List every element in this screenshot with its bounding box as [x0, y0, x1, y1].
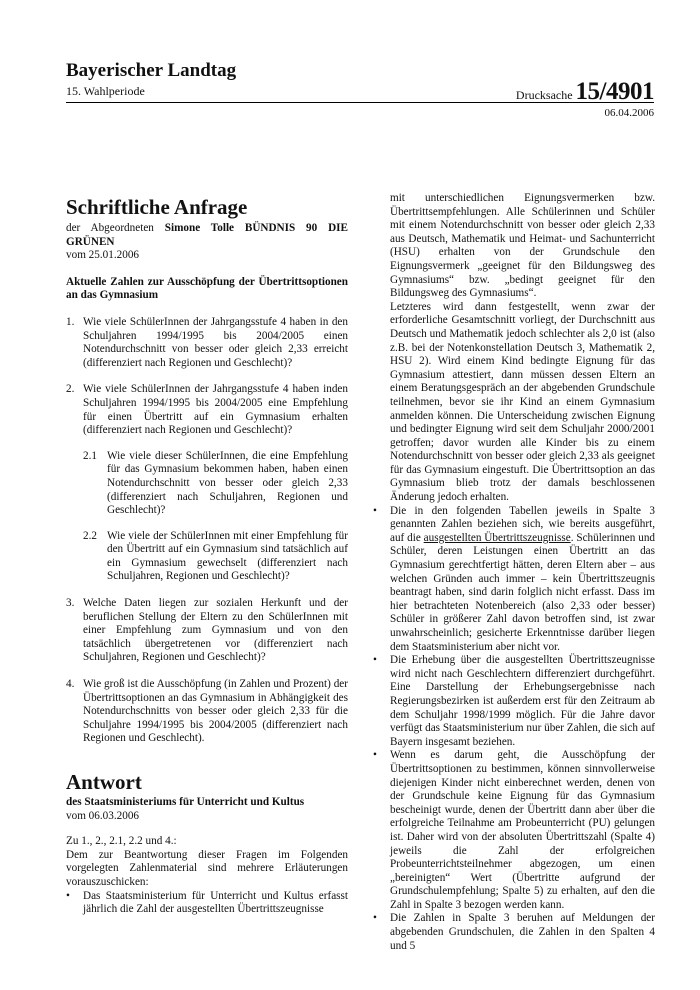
drucksache-number: 15/4901	[575, 78, 654, 105]
bullet-icon: •	[373, 654, 377, 667]
anfrage-subject: Aktuelle Zahlen zur Ausschöpfung der Übertrittsoptionen an das Gymnasium	[66, 275, 348, 302]
bullet-item	[373, 912, 655, 953]
bullet-item	[373, 749, 655, 912]
antwort-from: des Staatsministeriums für Unterricht und Kultus	[66, 796, 305, 808]
antwort-date: vom 06.03.2006	[66, 809, 140, 822]
bullet-item	[373, 505, 655, 655]
document-header	[66, 60, 654, 105]
subquestion-item	[66, 530, 348, 584]
right-column	[373, 192, 655, 953]
bullet-continuation	[373, 192, 655, 301]
question-number: 4.	[66, 678, 75, 691]
legislative-period: 15. Wahlperiode	[66, 84, 145, 98]
bullet-icon: •	[66, 889, 70, 902]
bullet-text: Die Zahlen in Spalte 3 beruhen auf Meldungen der abgebenden Grundschulen, die Zahlen in den Spalten 4 und 5	[390, 912, 655, 952]
question-text: Wie viele SchülerInnen der Jahrgangsstufe 4 haben in den Schuljahren 1994/1995 bis 2004/2005 einen Notendurchschnitt von besser oder gleich 2,33 erreicht (differenziert nach Regionen und Geschlecht)?	[83, 315, 348, 369]
anfrage-author	[66, 222, 348, 249]
drucksache-label: Drucksache	[515, 88, 573, 102]
question-number: 1.	[66, 315, 75, 328]
question-item	[66, 678, 348, 746]
bullet-text: Das Staatsministerium für Unterricht und Kultus erfasst jährlich die Zahl der ausgestellten Übertrittszeugnisse	[83, 889, 348, 916]
bullet-icon: •	[373, 504, 377, 517]
bullet-text-part: Die in den folgenden Tabellen jeweils in Spalte 3 genannten Zahlen beziehen sich, wie bereits ausgeführt, auf die	[390, 504, 655, 544]
bullet-text: Wenn es darum geht, die Ausschöpfung der Übertrittsoptionen zu bestimmen, können sinnvollerweise diejenigen Kinder nicht einberechnet werden, denen von der Grundschule keine Eignung für das Gymnasium bescheinigt wurde, denen der Übertritt dann aber über die erfolgreiche Teilnahme am Probeunterricht (PU) gelungen ist. Daher wird von der absoluten Übertrittszahl (Spalte 4) jeweils die Zahl der erfolgreichen Probeunterrichtsteilnehmer abgezogen, um einen „bereinigten“ Wert (Übertritte aufgrund der Grundschulempfehlung; Spalte 5) zu erhalten, auf den die Zahl in Spalte 3 bezogen werden kann.	[390, 749, 655, 911]
question-item	[66, 316, 348, 370]
author-name: Simone Tolle BÜNDNIS 90 DIE GRÜNEN	[66, 222, 348, 248]
answer-reference: Zu 1., 2., 2.1, 2.2 und 4.:	[66, 835, 177, 848]
question-item	[66, 383, 348, 437]
question-item	[66, 597, 348, 665]
bullet-continuation	[373, 301, 655, 505]
question-text: Wie viele SchülerInnen der Jahrgangsstufe 4 haben inden Schuljahren 1994/1995 bis 2004/2005 eine Empfehlung für einen Übertritt auf ein Gymnasium erhalten (differenziert nach Regionen und Geschlecht)?	[83, 383, 348, 437]
question-text: Wie viele der SchülerInnen mit einer Empfehlung für den Übertritt auf ein Gymnasium sind tatsächlich auf ein Gymnasium gewechselt (differenziert nach Schuljahren, Regionen und Geschlecht)?	[107, 529, 348, 583]
bullet-text: Die Erhebung über die ausgestellten Übertrittszeugnisse wird nicht nach Geschlechtern differenziert durchgeführt. Eine Darstellung der Erhebungsergebnisse nach Regierungsbezirken ist außerdem erst für den Zeitraum ab dem Schuljahr 1998/1999 möglich. Für die Jahre davor verfügt das Staatsministerium nur über Zahlen, die sich auf Bayern insgesamt beziehen.	[390, 654, 656, 748]
question-number: 2.2	[83, 529, 97, 542]
bullet-text: mit unterschiedlichen Eignungsvermerken bzw. Übertrittsempfehlungen. Alle Schülerinnen und Schüler mit einem Notendurchschnitt von besser oder gleich 2,33 aus Deutsch, Mathematik und Heimat- und Sachunterricht (HSU) erhalten von der Grundschule den Eignungsvermerk „geeignet für den Bildungsweg des Gymnasiums“ bzw. „bedingt geeignet für den Bildungsweg des Gymnasiums“.	[390, 192, 655, 300]
antwort-title: Antwort	[66, 770, 142, 794]
question-number: 3.	[66, 597, 75, 610]
document-date: 06.04.2006	[604, 107, 654, 119]
bullet-icon: •	[373, 749, 377, 762]
bullet-icon: •	[373, 912, 377, 925]
underlined-term: ausgestellten Übertrittszeugnisse	[423, 531, 571, 544]
parliament-name: Bayerischer Landtag	[66, 60, 237, 81]
bullet-text: Letzteres wird dann festgestellt, wenn zwar der erforderliche Gesamtschnitt vorliegt, der Durchschnitt aus Deutsch und Mathematik jedoch schlechter als 2,0 ist (also z.B. bei der Notenkonstellation Deutsch 3, Mathematik 2, HSU 2). Wird einem Kind bedingte Eignung für das Gymnasium attestiert, dann müssen dessen Eltern an einem Beratungsgespräch an der abgebenden Grundschule teilnehmen, bevor sie ihr Kind an einem Gymnasium anmelden können. Die Unterscheidung zwischen Eignung und bedingter Eignung wird seit dem Schuljahr 2000/2001 getroffen; davor wurden alle Kinder bis zu einem Notendurchschnitt von besser oder gleich 2,33 als geeignet für das Gymnasium eingestuft. Die Übertrittsoption an das Gymnasium blieb trotz der damals beschlossenen Änderung jedoch erhalten.	[390, 300, 655, 504]
bullet-text-part: . Schülerinnen und Schüler, deren Leistungen einen Übertritt an das Gymnasium gerechtfertigt hätten, deren Eltern aber – aus welchen Gründen auch immer – kein Übertrittszeugnis beantragt haben, sind darin folglich nicht erfasst. Dass im hier betrachteten Notenbereich (also 2,33 oder besser) Schüler in größerer Zahl davon betroffen sind, ist zwar unwahrscheinlich; gesicherte Erkenntnisse darüber liegen dem Staatsministerium aber nicht vor.	[390, 531, 656, 653]
anfrage-title: Schriftliche Anfrage	[66, 195, 248, 219]
bullet-item	[373, 654, 655, 749]
anfrage-date: vom 25.01.2006	[66, 249, 140, 262]
question-number: 2.1	[83, 449, 97, 462]
subquestion-item	[66, 450, 348, 518]
author-prefix: der Abgeordneten	[66, 222, 165, 234]
question-number: 2.	[66, 383, 75, 396]
question-text: Wie viele dieser SchülerInnen, die eine Empfehlung für das Gymnasium bekommen haben, haben einen Notendurchschnitt von besser oder gleich 2,33 (differenziert nach Schuljahren, Regionen und Geschlecht)?	[107, 449, 348, 517]
left-column	[66, 192, 348, 917]
bullet-text	[390, 505, 655, 655]
question-text: Welche Daten liegen zur sozialen Herkunft und der beruflichen Stellung der Eltern zu den SchülerInnen mit einer Empfehlung zum Gymnasium und von den tatsächlich übergetretenen vor (differenziert nach Schuljahren, Regionen und Geschlecht)?	[83, 597, 348, 664]
answer-intro: Dem zur Beantwortung dieser Fragen im Folgenden vorgelegten Zahlenmaterial sind mehrere Erläuterungen vorauszuschicken:	[66, 848, 348, 888]
header-rule	[66, 102, 654, 103]
bullet-item	[66, 890, 348, 917]
question-text: Wie groß ist die Ausschöpfung (in Zahlen und Prozent) der Übertrittsoptionen an das Gymnasium in Abhängigkeit des Notendurchschnitts von besser oder gleich 2,33 für die Schuljahre 1994/1995 bis 2004/2005 (differenziert nach Regionen und Geschlecht).	[83, 678, 348, 745]
